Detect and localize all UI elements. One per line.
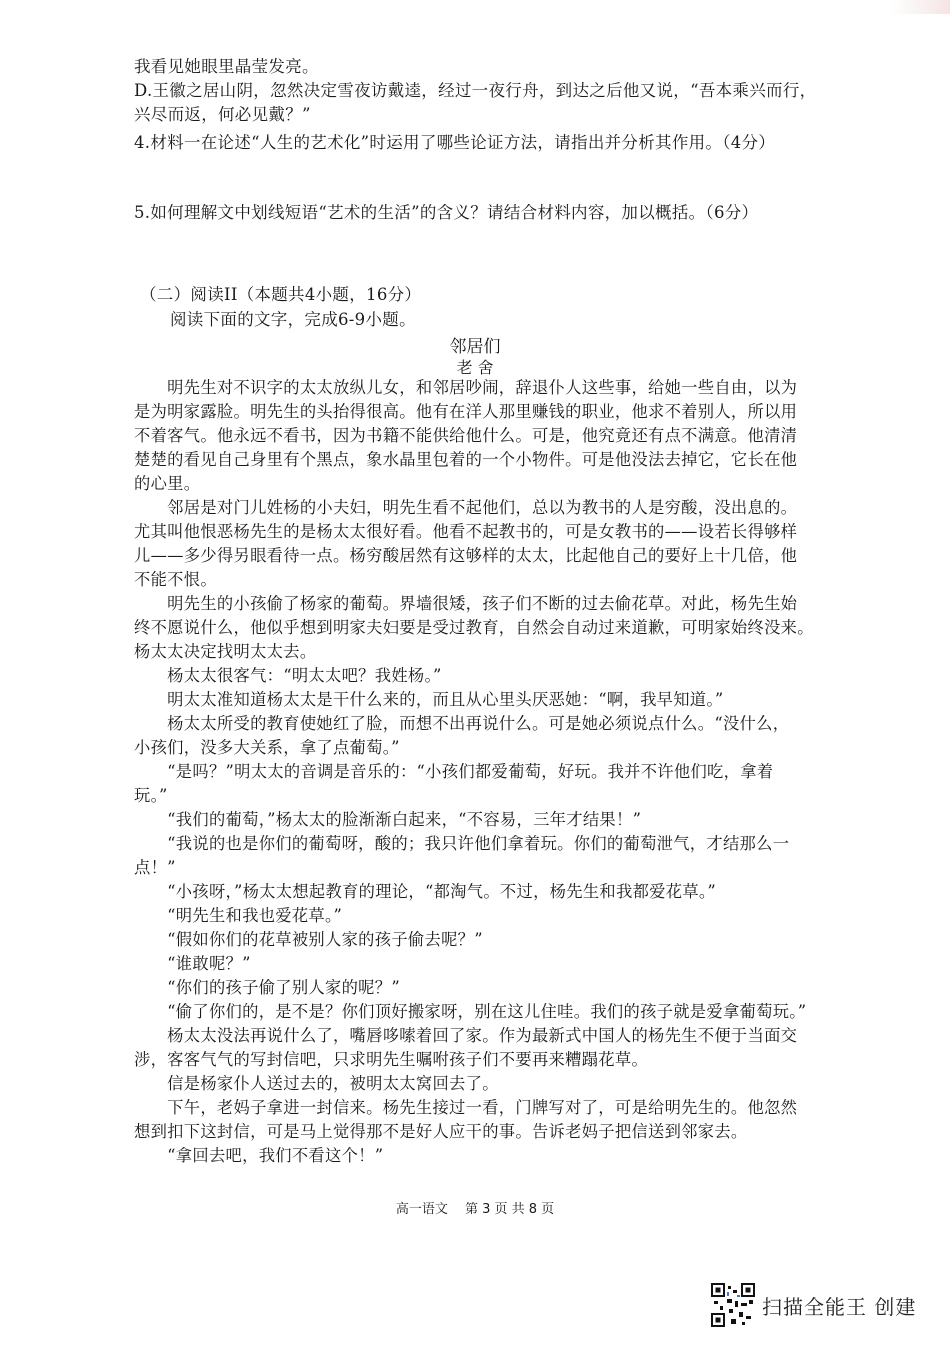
story-text-line: 信是杨家仆人送过去的，被明太太窝回去了。: [134, 1074, 499, 1093]
scanner-watermark: 扫描全能王 创建: [762, 1295, 917, 1319]
question-text-line: 兴尽而返，何必见戴？”: [134, 105, 311, 124]
story-text-line: 不能不恨。: [134, 570, 217, 589]
story-text-line: 杨太太决定找明太太去。: [134, 642, 317, 661]
story-text-line: 明先生的小孩偷了杨家的葡萄。界墙很矮，孩子们不断的过去偷花草。对此，杨先生始: [134, 594, 798, 613]
story-text-line: “我说的也是你们的葡萄呀，酸的；我只许他们拿着玩。你们的葡萄泄气，才结那么一: [134, 834, 790, 853]
question-5: [134, 201, 834, 225]
story-text-line: “你们的孩子偷了别人家的呢？”: [134, 978, 400, 997]
story-text-line: 是为明家露脸。明先生的头抬得很高。他有在洋人那里赚钱的职业，他求不着别人，所以用: [134, 402, 798, 421]
question-5-text: 5.如何理解文中划线短语“艺术的生活”的含义？请结合材料内容，加以概括。（6分）: [134, 203, 759, 222]
instruction: [170, 308, 870, 332]
qr-code-icon: [711, 1283, 755, 1327]
story-text-line: 不着客气。他永远不看书，因为书籍不能供给他什么。可是，他究竟还有点不满意。他清清: [134, 426, 798, 445]
story-text-line: “明先生和我也爱花草。”: [134, 906, 343, 925]
story-text-line: 点！”: [134, 858, 176, 877]
story-text-line: “是吗？”明太太的音调是音乐的：“小孩们都爱葡萄，好玩。我并不许他们吃，拿着: [134, 762, 774, 781]
story-text-line: “小孩呀，”杨太太想起教育的理论，“都淘气。不过，杨先生和我都爱花草。”: [134, 882, 716, 901]
story-author: 老 舍: [456, 358, 494, 377]
story-text-line: 楚楚的看见自己身里有个黑点，象水晶里包着的一个小物件。可是他没法去掉它，它长在他: [134, 450, 798, 469]
section-heading-text: （二）阅读II（本题共4小题，16分）: [140, 285, 422, 304]
story-text-line: 儿——多少得另眼看待一点。杨穷酸居然有这够样的太太，比起他自己的要好上十几倍，他: [134, 546, 798, 565]
story-title: 邻居们: [449, 337, 501, 357]
story-text-line: 的心里。: [134, 474, 201, 493]
question-text-line: 4.材料一在论述“人生的艺术化”时运用了哪些论证方法，请指出并分析其作用。（4分）: [134, 133, 776, 152]
question-text-line: D.王徽之居山阴，忽然决定雪夜访戴逵，经过一夜行舟，到达之后他又说，“吾本乘兴而行，: [134, 81, 817, 100]
story-text-line: 杨太太所受的教育使她红了脸，而想不出再说什么。可是她必须说点什么。“没什么，: [134, 714, 790, 733]
story-text-line: 小孩们，没多大关系，拿了点葡萄。”: [134, 738, 400, 757]
story-text-line: “谁敢呢？”: [134, 954, 251, 973]
story-text-line: 想到扣下这封信，可是马上觉得那不是好人应干的事。告诉老妈子把信送到邻家去。: [134, 1122, 748, 1141]
story-text-line: 明先生对不识字的太太放纵儿女，和邻居吵闹，辞退仆人这些事，给她一些自由，以为: [134, 378, 798, 397]
instruction-text: 阅读下面的文字，完成6-9小题。: [170, 310, 416, 329]
story-text-line: 涉，客客气气的写封信吧，只求明先生嘱咐孩子们不要再来糟蹋花草。: [134, 1050, 649, 1069]
story-text-line: 杨太太没法再说什么了，嘴唇哆嗦着回了家。作为最新式中国人的杨先生不便于当面交: [134, 1026, 798, 1045]
corner-stamp: [890, 0, 950, 14]
section-heading: [140, 283, 840, 307]
previous-question-options: [134, 55, 834, 155]
story-body: [134, 376, 834, 1168]
story-text-line: 明太太准知道杨太太是干什么来的，而且从心里头厌恶她：“啊，我早知道。”: [134, 690, 724, 709]
story-text-line: “我们的葡萄，”杨太太的脸渐渐白起来，“不容易，三年才结果！”: [134, 810, 642, 829]
story-text-line: 杨太太很客气：“明太太吧？我姓杨。”: [134, 666, 442, 685]
page-footer: 高一语文 第 3 页 共 8 页: [395, 1202, 555, 1217]
story-text-line: “拿回去吧，我们不看这个！”: [134, 1146, 384, 1165]
question-text-line: 我看见她眼里晶莹发亮。: [134, 57, 319, 76]
story-text-line: 下午，老妈子拿进一封信来。杨先生接过一看，门牌写对了，可是给明先生的。他忽然: [134, 1098, 798, 1117]
story-text-line: 邻居是对门儿姓杨的小夫妇，明先生看不起他们，总以为教书的人是穷酸，没出息的。: [134, 498, 798, 517]
story-text-line: 尤其叫他恨恶杨先生的是杨太太很好看。他看不起教书的，可是女教书的——设若长得够样: [134, 522, 798, 541]
story-text-line: “偷了你们的，是不是？你们顶好搬家呀，别在这儿住哇。我们的孩子就是爱拿葡萄玩。”: [134, 1002, 807, 1021]
story-text-line: 玩。”: [134, 786, 168, 805]
story-text-line: 终不愿说什么，他似乎想到明家夫妇要是受过教育，自然会自动过来道歉，可明家始终没来。: [134, 618, 814, 637]
story-text-line: “假如你们的花草被别人家的孩子偷去呢？”: [134, 930, 483, 949]
